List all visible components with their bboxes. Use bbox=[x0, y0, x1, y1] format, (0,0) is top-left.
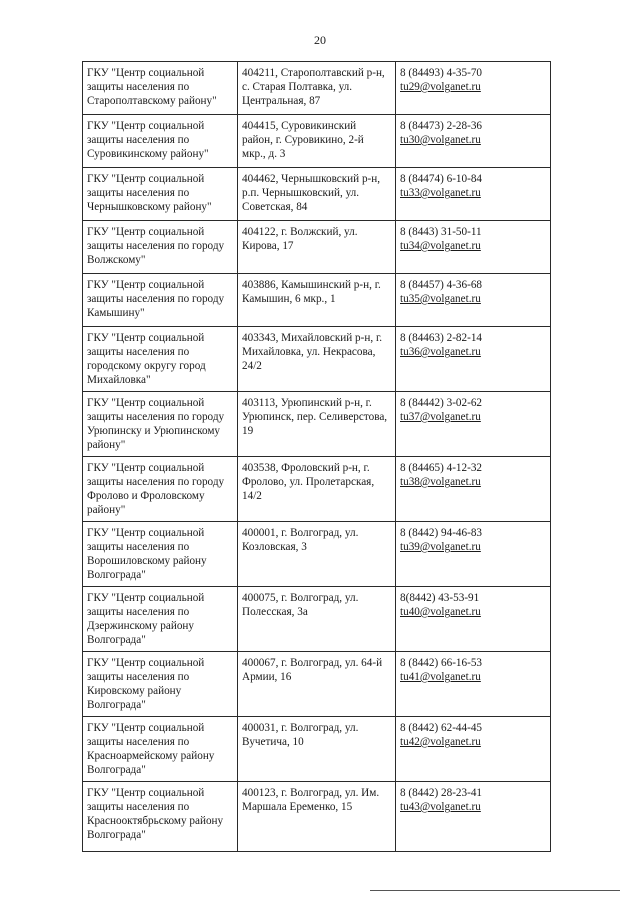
email-link[interactable]: tu29@volganet.ru bbox=[400, 81, 481, 93]
page-number: 20 bbox=[314, 33, 326, 47]
name-line: защиты населения по bbox=[87, 671, 190, 683]
cell-address bbox=[238, 274, 396, 327]
address-line: 14/2 bbox=[242, 490, 262, 502]
email-line bbox=[400, 735, 547, 749]
table-row bbox=[83, 115, 551, 168]
table-row bbox=[83, 652, 551, 717]
phone-number: 8 (8442) 28-23-41 bbox=[400, 787, 483, 799]
name-line: защиты населения по городу bbox=[87, 293, 225, 305]
cell-organization-name bbox=[83, 782, 238, 852]
cell-address bbox=[238, 587, 396, 652]
email-link[interactable]: tu39@volganet.ru bbox=[400, 541, 481, 553]
address-line: 400031, г. Волгоград, ул. bbox=[242, 722, 359, 734]
phone-number: 8 (84473) 2-28-36 bbox=[400, 120, 483, 132]
cell-contacts bbox=[396, 392, 551, 457]
email-line bbox=[400, 410, 547, 424]
name-line: защиты населения по bbox=[87, 81, 190, 93]
address-line: Полесская, 3а bbox=[242, 606, 308, 618]
address-line: Советская, 84 bbox=[242, 201, 308, 213]
name-line: Кировскому району bbox=[87, 685, 182, 697]
cell-organization-name bbox=[83, 392, 238, 457]
address-line: 400001, г. Волгоград, ул. bbox=[242, 527, 359, 539]
cell-organization-name bbox=[83, 115, 238, 168]
address-line: с. Старая Полтавка, ул. bbox=[242, 81, 353, 93]
cell-address bbox=[238, 62, 396, 115]
email-link[interactable]: tu41@volganet.ru bbox=[400, 671, 481, 683]
name-line: ГКУ "Центр социальной bbox=[87, 397, 205, 409]
address-line: 24/2 bbox=[242, 360, 262, 372]
table-row bbox=[83, 457, 551, 522]
address-line: Кирова, 17 bbox=[242, 240, 294, 252]
table-row bbox=[83, 327, 551, 392]
name-line: Волжскому" bbox=[87, 254, 146, 266]
address-line: 19 bbox=[242, 425, 254, 437]
name-line: ГКУ "Центр социальной bbox=[87, 787, 205, 799]
email-line bbox=[400, 239, 547, 253]
cell-address bbox=[238, 522, 396, 587]
address-line: Камышин, 6 мкр., 1 bbox=[242, 293, 336, 305]
table-row bbox=[83, 274, 551, 327]
cell-address bbox=[238, 221, 396, 274]
table-row bbox=[83, 717, 551, 782]
cell-organization-name bbox=[83, 522, 238, 587]
name-line: ГКУ "Центр социальной bbox=[87, 592, 205, 604]
email-line bbox=[400, 605, 547, 619]
address-line: Урюпинск, пер. Селиверстова, bbox=[242, 411, 388, 423]
email-line bbox=[400, 186, 547, 200]
table-row bbox=[83, 782, 551, 852]
name-line: Старополтавскому району" bbox=[87, 95, 217, 107]
cell-contacts bbox=[396, 717, 551, 782]
cell-address bbox=[238, 782, 396, 852]
cell-contacts bbox=[396, 522, 551, 587]
name-line: ГКУ "Центр социальной bbox=[87, 67, 205, 79]
name-line: защиты населения по городу bbox=[87, 411, 225, 423]
cell-contacts bbox=[396, 274, 551, 327]
name-line: Михайловка" bbox=[87, 374, 151, 386]
address-line: 403886, Камышинский р-н, г. bbox=[242, 279, 381, 291]
table-row bbox=[83, 168, 551, 221]
address-line: 400123, г. Волгоград, ул. Им. bbox=[242, 787, 380, 799]
table-row bbox=[83, 392, 551, 457]
cell-contacts bbox=[396, 652, 551, 717]
phone-number: 8 (8442) 62-44-45 bbox=[400, 722, 483, 734]
cell-organization-name bbox=[83, 274, 238, 327]
name-line: району" bbox=[87, 439, 126, 451]
name-line: ГКУ "Центр социальной bbox=[87, 120, 205, 132]
email-link[interactable]: tu35@volganet.ru bbox=[400, 293, 481, 305]
address-line: Вучетича, 10 bbox=[242, 736, 304, 748]
name-line: району" bbox=[87, 504, 126, 516]
cell-address bbox=[238, 457, 396, 522]
address-line: Михайловка, ул. Некрасова, bbox=[242, 346, 376, 358]
name-line: Урюпинску и Урюпинскому bbox=[87, 425, 221, 437]
email-line bbox=[400, 133, 547, 147]
phone-number: 8 (84457) 4-36-68 bbox=[400, 279, 483, 291]
phone-number: 8(8442) 43-53-91 bbox=[400, 592, 480, 604]
cell-address bbox=[238, 652, 396, 717]
table-row bbox=[83, 62, 551, 115]
cell-address bbox=[238, 392, 396, 457]
cell-organization-name bbox=[83, 168, 238, 221]
cell-contacts bbox=[396, 782, 551, 852]
cell-contacts bbox=[396, 457, 551, 522]
name-line: Суровикинскому району" bbox=[87, 148, 209, 160]
name-line: ГКУ "Центр социальной bbox=[87, 527, 205, 539]
name-line: Волгограда" bbox=[87, 699, 146, 711]
phone-number: 8 (84474) 6-10-84 bbox=[400, 173, 483, 185]
email-link[interactable]: tu43@volganet.ru bbox=[400, 801, 481, 813]
table-row bbox=[83, 587, 551, 652]
name-line: защиты населения по bbox=[87, 187, 190, 199]
name-line: ГКУ "Центр социальной bbox=[87, 722, 205, 734]
cell-contacts bbox=[396, 327, 551, 392]
cell-organization-name bbox=[83, 587, 238, 652]
name-line: защиты населения по bbox=[87, 134, 190, 146]
cell-contacts bbox=[396, 221, 551, 274]
email-line bbox=[400, 345, 547, 359]
cell-contacts bbox=[396, 115, 551, 168]
email-link[interactable]: tu42@volganet.ru bbox=[400, 736, 481, 748]
name-line: защиты населения по bbox=[87, 346, 190, 358]
email-link[interactable]: tu37@volganet.ru bbox=[400, 411, 481, 423]
cell-organization-name bbox=[83, 62, 238, 115]
cell-organization-name bbox=[83, 652, 238, 717]
name-line: Дзержинскому району bbox=[87, 620, 194, 632]
address-line: Козловская, 3 bbox=[242, 541, 307, 553]
phone-number: 8 (8442) 66-16-53 bbox=[400, 657, 483, 669]
phone-number: 8 (84463) 2-82-14 bbox=[400, 332, 483, 344]
email-link[interactable]: tu33@volganet.ru bbox=[400, 187, 481, 199]
name-line: Чернышковскому району" bbox=[87, 201, 212, 213]
address-line: 404211, Старополтавский р-н, bbox=[242, 67, 385, 79]
name-line: Красноармейскому району bbox=[87, 750, 215, 762]
name-line: защиты населения по городу bbox=[87, 240, 225, 252]
cell-organization-name bbox=[83, 221, 238, 274]
name-line: ГКУ "Центр социальной bbox=[87, 657, 205, 669]
name-line: Ворошиловскому району bbox=[87, 555, 207, 567]
phone-number: 8 (84465) 4-12-32 bbox=[400, 462, 483, 474]
name-line: Краснооктябрьскому району bbox=[87, 815, 224, 827]
cell-contacts bbox=[396, 587, 551, 652]
name-line: ГКУ "Центр социальной bbox=[87, 279, 205, 291]
cell-organization-name bbox=[83, 717, 238, 782]
phone-number: 8 (8442) 94-46-83 bbox=[400, 527, 483, 539]
cell-address bbox=[238, 168, 396, 221]
name-line: городскому округу город bbox=[87, 360, 206, 372]
phone-number: 8 (84493) 4-35-70 bbox=[400, 67, 483, 79]
name-line: Волгограда" bbox=[87, 764, 146, 776]
address-line: р.п. Чернышковский, ул. bbox=[242, 187, 360, 199]
email-line bbox=[400, 670, 547, 684]
cell-address bbox=[238, 327, 396, 392]
name-line: Волгограда" bbox=[87, 829, 146, 841]
name-line: ГКУ "Центр социальной bbox=[87, 332, 205, 344]
cell-organization-name bbox=[83, 457, 238, 522]
address-line: 403343, Михайловский р-н, г. bbox=[242, 332, 383, 344]
name-line: ГКУ "Центр социальной bbox=[87, 173, 205, 185]
name-line: Волгограда" bbox=[87, 569, 146, 581]
email-link[interactable]: tu34@volganet.ru bbox=[400, 240, 481, 252]
address-line: 400067, г. Волгоград, ул. 64-й bbox=[242, 657, 383, 669]
table-row bbox=[83, 221, 551, 274]
email-line bbox=[400, 292, 547, 306]
address-line: 403538, Фроловский р-н, г. bbox=[242, 462, 370, 474]
table-row bbox=[83, 522, 551, 587]
name-line: защиты населения по городу bbox=[87, 476, 225, 488]
name-line: защиты населения по bbox=[87, 801, 190, 813]
email-link[interactable]: tu38@volganet.ru bbox=[400, 476, 481, 488]
cell-address bbox=[238, 115, 396, 168]
name-line: защиты населения по bbox=[87, 606, 190, 618]
email-line bbox=[400, 540, 547, 554]
cell-contacts bbox=[396, 62, 551, 115]
address-line: район, г. Суровикино, 2-й bbox=[242, 134, 364, 146]
email-link[interactable]: tu30@volganet.ru bbox=[400, 134, 481, 146]
address-line: Маршала Еременко, 15 bbox=[242, 801, 353, 813]
footer-divider bbox=[370, 890, 620, 891]
name-line: Камышину" bbox=[87, 307, 145, 319]
phone-number: 8 (84442) 3-02-62 bbox=[400, 397, 483, 409]
address-line: 400075, г. Волгоград, ул. bbox=[242, 592, 359, 604]
name-line: защиты населения по bbox=[87, 736, 190, 748]
cell-organization-name bbox=[83, 327, 238, 392]
email-link[interactable]: tu36@volganet.ru bbox=[400, 346, 481, 358]
email-line bbox=[400, 475, 547, 489]
email-link[interactable]: tu40@volganet.ru bbox=[400, 606, 481, 618]
contacts-table bbox=[82, 61, 551, 852]
address-line: 404462, Чернышковский р-н, bbox=[242, 173, 381, 185]
address-line: Армии, 16 bbox=[242, 671, 292, 683]
phone-number: 8 (8443) 31-50-11 bbox=[400, 226, 482, 238]
name-line: ГКУ "Центр социальной bbox=[87, 226, 205, 238]
address-line: мкр., д. 3 bbox=[242, 148, 286, 160]
address-line: 404122, г. Волжский, ул. bbox=[242, 226, 358, 238]
email-line bbox=[400, 800, 547, 814]
name-line: ГКУ "Центр социальной bbox=[87, 462, 205, 474]
name-line: Фролово и Фроловскому bbox=[87, 490, 205, 502]
address-line: Фролово, ул. Пролетарская, bbox=[242, 476, 375, 488]
cell-contacts bbox=[396, 168, 551, 221]
name-line: Волгограда" bbox=[87, 634, 146, 646]
address-line: 403113, Урюпинский р-н, г. bbox=[242, 397, 372, 409]
name-line: защиты населения по bbox=[87, 541, 190, 553]
address-line: Центральная, 87 bbox=[242, 95, 321, 107]
email-line bbox=[400, 80, 547, 94]
address-line: 404415, Суровикинский bbox=[242, 120, 357, 132]
cell-address bbox=[238, 717, 396, 782]
